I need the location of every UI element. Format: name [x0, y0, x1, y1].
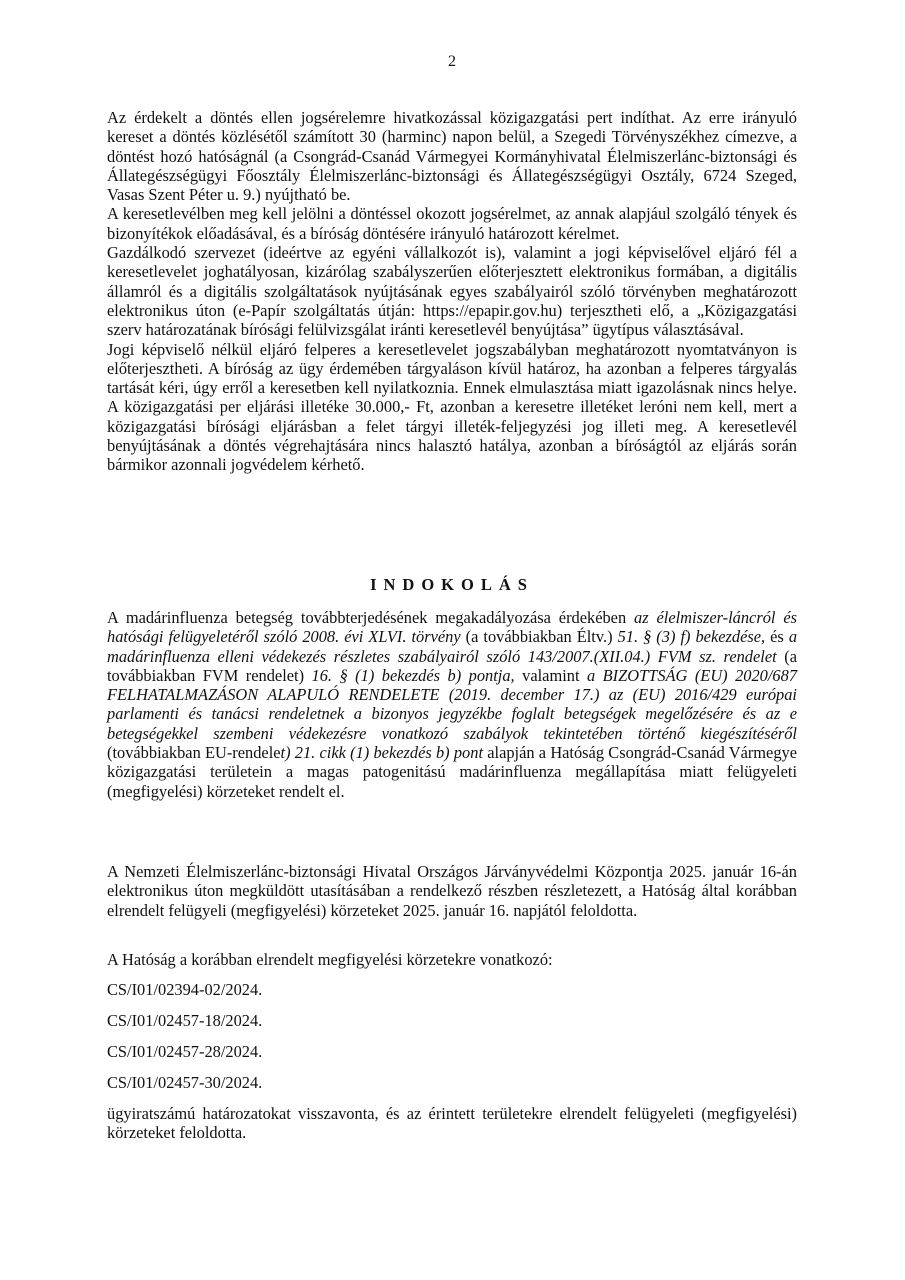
case-number: CS/I01/02457-18/2024. [107, 1011, 263, 1030]
law-reference: az élelmiszer-láncról és hatósági felügyeletéről szóló 2008. évi XLVI. törvény [107, 608, 798, 647]
appeal-paragraph-3: Gazdálkodó szervezet (ideértve az egyéni vállalkozót is), valamint a jogi képviselővel eljáró fél a keresetlevelet joghatályosan, kizárólag szabályszerűen előterjesztett elektronikus formában, a digitális államról és a digitális szolgáltatások nyújtásának egyes szabályairól szóló törvényben meghatározott elektronikus úton (e-Papír szolgáltatás útján: https://epapir.gov.hu) terjesztheti elő, a „Közigazgatási szerv határozatának bírósági felülvizsgálat iránti keresetlevél benyújtása” ügytípus választásával. [107, 243, 797, 340]
text-run: alapján a Hatóság Csongrád-Csanád Vármegye közigazgatási területein a magas patogenitású madárinfluenza megállapítása miatt felügyeleti (megfigyelési) körzeteket rendelt el. [107, 743, 797, 801]
appeal-paragraph-4: Jogi képviselő nélkül eljáró felperes a keresetlevelet jogszabályban meghatározott nyomtatványon is előterjesztheti. A bíróság az ügy érdemében tárgyaláson kívül határoz, ha azonban a felperes tárgyalás tartását kéri, úgy erről a keresetben kell nyilatkoznia. Ennek elmulasztása miatt igazolásnak nincs helye. A közigazgatási per eljárási illetéke 30.000,- Ft, azonban a keresetre illetéket leróni nem kell, mert a közigazgatási bírósági eljárásban a felet tárgyi illeték-feljegyzési jog illeti meg. A keresetlevél benyújtásának a döntés végrehajtására nincs halasztó hatálya, azonban a bíróságtól az eljárás során bármikor azonnali jogvédelem kérhető. [107, 339, 797, 475]
case-number: CS/I01/02394-02/2024. [107, 980, 263, 999]
text-run: (továbbiakban EU-rendele [107, 743, 281, 763]
reasoning-paragraph-1 [107, 608, 797, 801]
appeal-section [107, 108, 797, 475]
law-reference: a madárinfluenza elleni védekezés részletes szabályairól szóló 143/2007.(XII.04.) FVM sz. rendelet [107, 627, 798, 666]
law-reference: 51. § (3) f) bekezdése, [617, 627, 766, 647]
text-run: (a továbbiakban Éltv.) [460, 627, 618, 647]
reasoning-paragraph-3: A Hatóság a korábban elrendelt megfigyelési körzetekre vonatkozó: [107, 950, 553, 969]
case-number: CS/I01/02457-28/2024. [107, 1042, 263, 1061]
text-run: A madárinfluenza betegség továbbterjedésének megakadályozása érdekében [107, 608, 635, 627]
reasoning-paragraph-4: ügyiratszámú határozatokat visszavonta, és az érintett területekre elrendelt felügyeleti (megfigyelési) körzeteket feloldotta. [107, 1104, 797, 1143]
law-reference: 16. § (1) bekezdés b) pontja, [311, 665, 515, 685]
appeal-paragraph-2: A keresetlevélben meg kell jelölni a döntéssel okozott jogsérelmet, az annak alapjául szolgáló tények és bizonyítékok előadásával, és a bíróság döntésére irányuló határozott kérelmet. [107, 204, 797, 243]
law-reference: a BIZOTTSÁG (EU) 2020/687 FELHATALMAZÁSON ALAPULÓ RENDELETE (2019. december 17.) az (EU) 2016/429 európai parlamenti és tanácsi rendeletnek a bizonyos jegyzékbe foglalt betegségek megelőzésére és az e betegségekkel szembeni védekezésre vonatkozó szabályok tekintetében történő kiegészítéséről [107, 665, 798, 743]
text-run: valamint [514, 665, 587, 685]
text-run: és [765, 627, 789, 647]
reasoning-paragraph-2: A Nemzeti Élelmiszerlánc-biztonsági Hivatal Országos Járványvédelmi Központja 2025. január 16-án elektronikus úton megküldött utasításában a rendelkező részben részletezett, a Hatóság által korábban elrendelt felügyeli (megfigyelési) körzeteket 2025. január 16. napjától feloldotta. [107, 862, 797, 920]
case-number: CS/I01/02457-30/2024. [107, 1073, 263, 1092]
law-reference: t) 21. cikk (1) bekezdés b) pont [280, 743, 483, 763]
appeal-paragraph-1: Az érdekelt a döntés ellen jogsérelemre hivatkozással közigazgatási pert indíthat. Az erre irányuló kereset a döntés közlésétől számított 30 (harminc) napon belül, a Szegedi Törvényszékhez címezve, a döntést hozó hatóságnál (a Csongrád-Csanád Vármegyei Kormányhivatal Élelmiszerlánc-biztonsági és Állategészségügyi Főosztály Élelmiszerlánc-biztonsági és Állategészségügyi Osztály, 6724 Szeged, Vasas Szent Péter u. 9.) nyújtható be. [107, 108, 797, 205]
text-run: (a továbbiakban FVM rendelet) [107, 646, 797, 685]
section-heading-indokolas: INDOKOLÁS [370, 575, 534, 594]
page-number: 2 [448, 53, 456, 70]
